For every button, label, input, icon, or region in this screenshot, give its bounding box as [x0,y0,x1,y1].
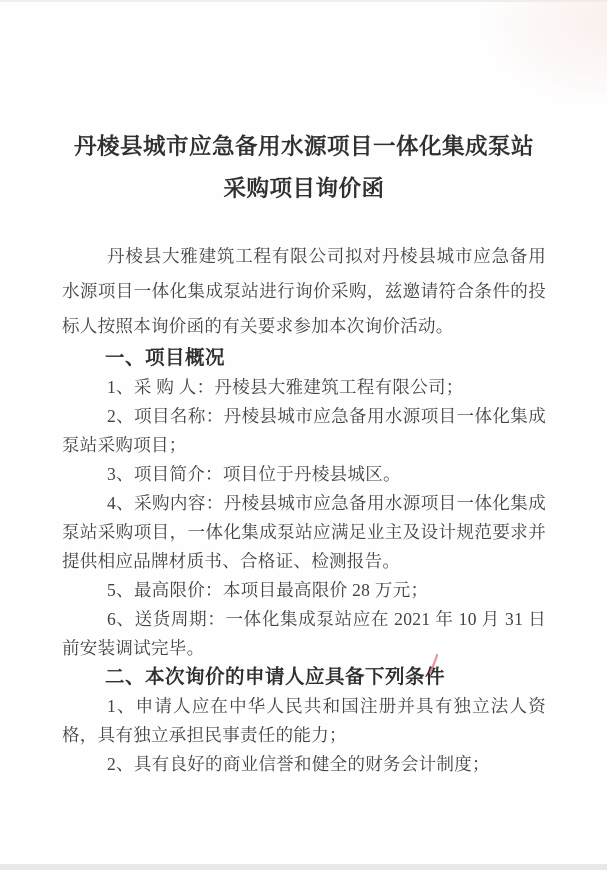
red-pen-mark [426,653,440,675]
section1-heading: 一、项目概况 [105,347,226,369]
section1-item-price-ceiling: 5、最高限价：本项目最高限价 28 万元； [107,580,429,600]
red-pen-mark-stroke [430,655,437,673]
section1-item-project-brief: 3、项目简介：项目位于丹棱县城区。 [107,464,401,484]
intro-paragraph: 丹棱县大雅建筑工程有限公司拟对丹棱县城市应急备用水源项目一体化集成泵站进行询价采购，兹邀请符合条件的投标人按照本询价函的有关要求参加本次询价活动。 [62,246,546,336]
section1-item-delivery-period: 6、送货周期：一体化集成泵站应在 2021 年 10 月 31 日前安装调试完毕。 [62,609,546,658]
section1-item-purchaser: 1、采 购 人：丹棱县大雅建筑工程有限公司； [107,377,464,397]
document-title-line2: 采购项目询价函 [223,176,385,201]
document-title [62,126,546,210]
section1-item-project-name: 2、项目名称：丹棱县城市应急备用水源项目一体化集成泵站采购项目； [62,406,546,455]
page-bottom-edge [0,864,607,870]
document-title-line1: 丹棱县城市应急备用水源项目一体化集成泵站 [73,134,534,159]
document-content [62,0,546,779]
section1-item-procurement-content: 4、采购内容：丹棱县城市应急备用水源项目一体化集成泵站采购项目，一体化集成泵站应满足业主及设计规范要求并提供相应品牌材质书、合格证、检测报告。 [62,493,546,571]
section2-item-legal-person-qualification: 1、申请人应在中华人民共和国注册并具有独立法人资格，具有独立承担民事责任的能力； [62,696,546,745]
section2-item-business-reputation: 2、具有良好的商业信誉和健全的财务会计制度； [107,754,490,774]
section2-heading: 二、本次询价的申请人应具备下列条件 [105,666,446,688]
